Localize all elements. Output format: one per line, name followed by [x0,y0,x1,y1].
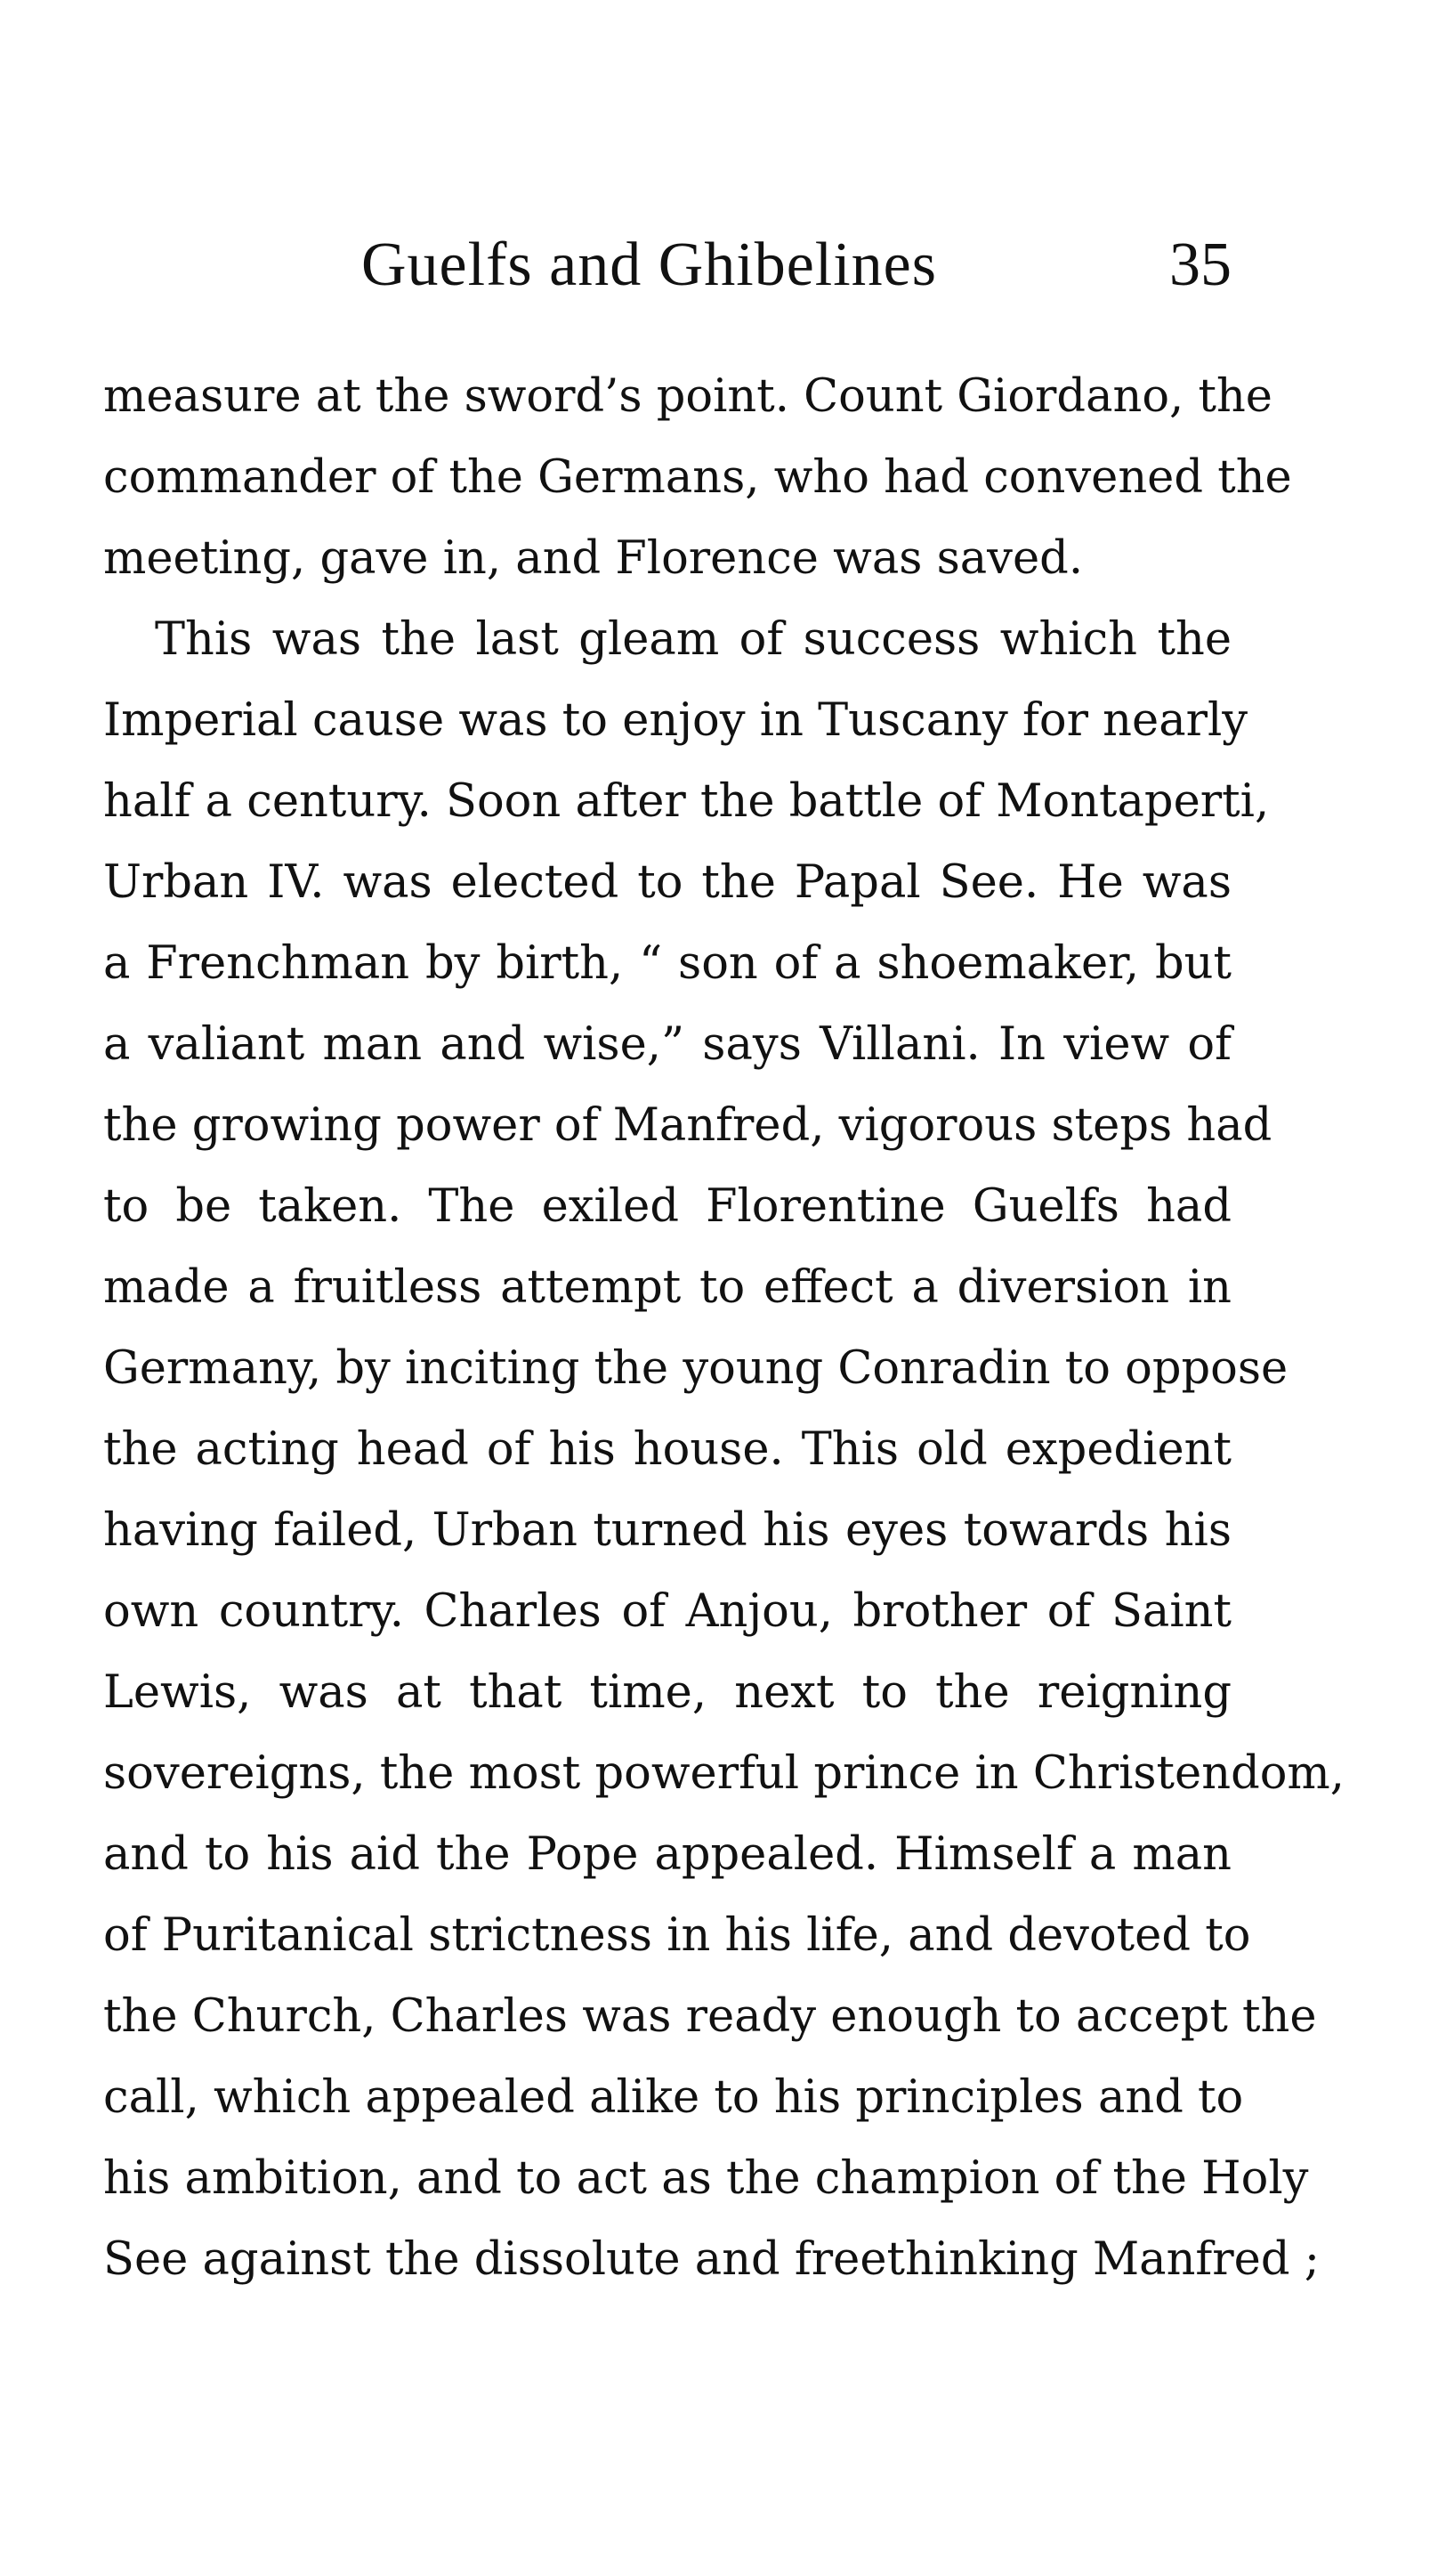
text-line: commander of the Germans, who had convened the [103,451,1292,504]
text-line: a Frenchman by birth, “ son of a shoemaker, but [103,937,1232,990]
text-line: call, which appealed alike to his principles and to [103,2071,1244,2124]
text-line: sovereigns, the most powerful prince in Christendom, [103,1747,1345,1800]
body-text [103,356,1345,2300]
running-header [103,230,1232,301]
page-number: 35 [1169,231,1232,299]
text-line: the acting head of his house. This old expedient [103,1423,1232,1476]
text-line: Lewis, was at that time, next to the reigning [103,1666,1232,1719]
running-title: Guelfs and Ghibelines [361,231,937,299]
text-line: Urban IV. was elected to the Papal See. He was [103,856,1232,909]
text-line: his ambition, and to act as the champion of the Holy [103,2152,1309,2205]
text-line: of Puritanical strictness in his life, and devoted to [103,1909,1251,1962]
text-line: measure at the sword’s point. Count Giordano, the [103,370,1272,423]
text-line: own country. Charles of Anjou, brother of Saint [103,1585,1232,1638]
text-line: Imperial cause was to enjoy in Tuscany for nearly [103,694,1248,747]
text-line: made a fruitless attempt to effect a diversion in [103,1261,1232,1314]
text-line: to be taken. The exiled Florentine Guelfs had [103,1180,1232,1233]
text-line: having failed, Urban turned his eyes towards his [103,1504,1232,1557]
text-line: half a century. Soon after the battle of Montaperti, [103,775,1270,828]
text-line: a valiant man and wise,” says Villani. In view of [103,1018,1232,1071]
text-line: This was the last gleam of success which the [155,613,1232,666]
text-line: and to his aid the Pope appealed. Himself a man [103,1828,1232,1881]
text-line: the Church, Charles was ready enough to accept the [103,1990,1317,2043]
text-line: See against the dissolute and freethinking Manfred ; [103,2233,1320,2286]
text-line: meeting, gave in, and Florence was saved. [103,532,1084,585]
text-line: the growing power of Manfred, vigorous steps had [103,1099,1272,1152]
text-line: Germany, by inciting the young Conradin to oppose [103,1342,1289,1395]
